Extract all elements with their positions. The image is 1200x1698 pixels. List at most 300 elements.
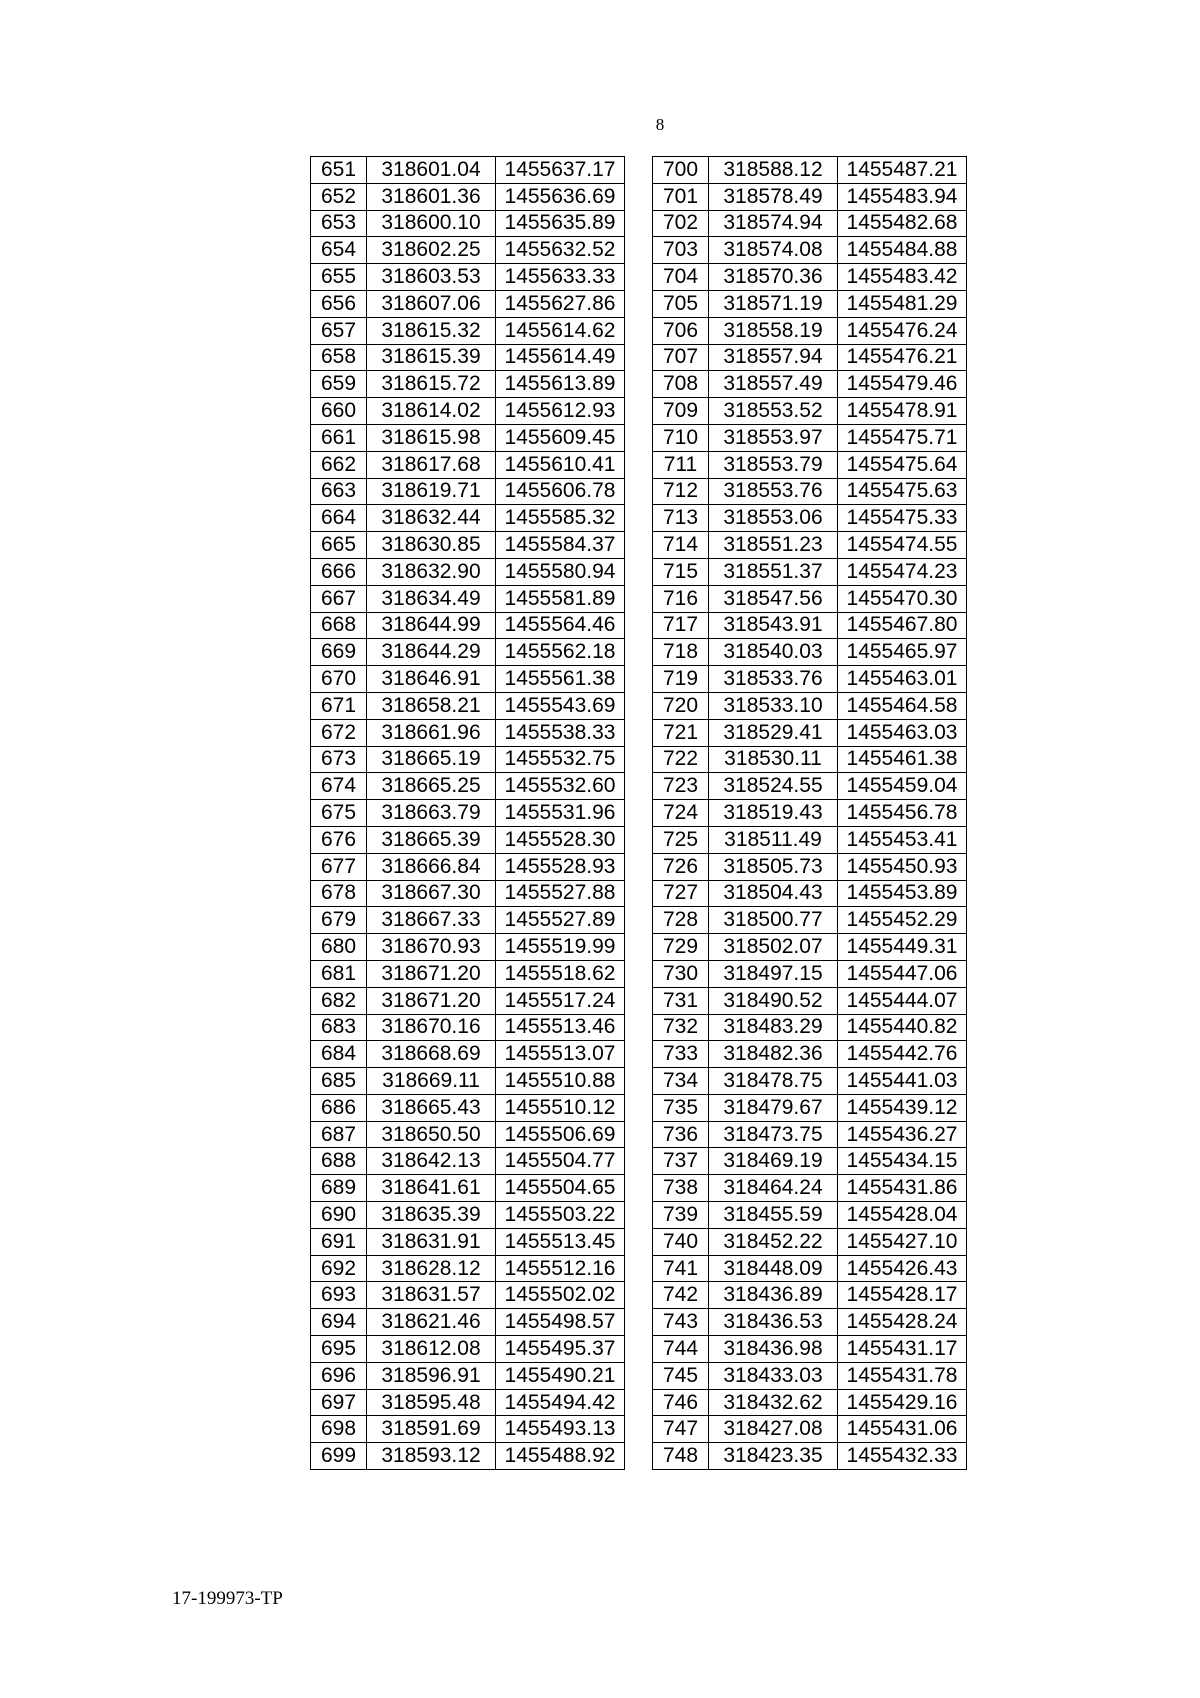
y-coordinate-cell: 1455531.96	[496, 800, 625, 827]
table-row	[653, 1202, 967, 1229]
table-row	[311, 1416, 625, 1443]
y-coordinate-cell: 1455532.75	[496, 746, 625, 773]
y-coordinate-cell: 1455475.63	[838, 478, 967, 505]
x-coordinate-cell: 318615.72	[367, 371, 496, 398]
y-coordinate-cell: 1455503.22	[496, 1202, 625, 1229]
point-number-cell: 736	[653, 1121, 709, 1148]
x-coordinate-cell: 318615.39	[367, 344, 496, 371]
x-coordinate-cell: 318452.22	[709, 1228, 838, 1255]
point-number-cell: 684	[311, 1041, 367, 1068]
point-number-cell: 733	[653, 1041, 709, 1068]
point-number-cell: 668	[311, 612, 367, 639]
table-row	[653, 1255, 967, 1282]
point-number-cell: 699	[311, 1443, 367, 1470]
y-coordinate-cell: 1455562.18	[496, 639, 625, 666]
point-number-cell: 705	[653, 290, 709, 317]
x-coordinate-cell: 318642.13	[367, 1148, 496, 1175]
y-coordinate-cell: 1455581.89	[496, 585, 625, 612]
table-row	[653, 505, 967, 532]
y-coordinate-cell: 1455561.38	[496, 666, 625, 693]
point-number-cell: 734	[653, 1068, 709, 1095]
point-number-cell: 735	[653, 1094, 709, 1121]
y-coordinate-cell: 1455428.24	[838, 1309, 967, 1336]
x-coordinate-cell: 318603.53	[367, 264, 496, 291]
x-coordinate-cell: 318658.21	[367, 692, 496, 719]
table-row	[311, 1362, 625, 1389]
table-row	[653, 424, 967, 451]
x-coordinate-cell: 318630.85	[367, 532, 496, 559]
table-row	[311, 826, 625, 853]
x-coordinate-cell: 318591.69	[367, 1416, 496, 1443]
x-coordinate-cell: 318571.19	[709, 290, 838, 317]
x-coordinate-cell: 318670.93	[367, 934, 496, 961]
point-number-cell: 666	[311, 558, 367, 585]
table-row	[311, 1148, 625, 1175]
coordinate-table-right-body	[653, 157, 967, 1470]
point-number-cell: 729	[653, 934, 709, 961]
table-row	[653, 1443, 967, 1470]
y-coordinate-cell: 1455431.17	[838, 1336, 967, 1363]
x-coordinate-cell: 318543.91	[709, 612, 838, 639]
point-number-cell: 703	[653, 237, 709, 264]
point-number-cell: 738	[653, 1175, 709, 1202]
table-row	[311, 666, 625, 693]
y-coordinate-cell: 1455487.21	[838, 157, 967, 184]
x-coordinate-cell: 318497.15	[709, 960, 838, 987]
y-coordinate-cell: 1455633.33	[496, 264, 625, 291]
table-row	[311, 639, 625, 666]
table-row	[653, 1148, 967, 1175]
table-row	[311, 1014, 625, 1041]
table-row	[311, 746, 625, 773]
table-row	[653, 237, 967, 264]
x-coordinate-cell: 318519.43	[709, 800, 838, 827]
point-number-cell: 678	[311, 880, 367, 907]
table-row	[311, 1443, 625, 1470]
x-coordinate-cell: 318551.37	[709, 558, 838, 585]
y-coordinate-cell: 1455463.03	[838, 719, 967, 746]
table-row	[653, 532, 967, 559]
y-coordinate-cell: 1455453.89	[838, 880, 967, 907]
table-row	[653, 585, 967, 612]
point-number-cell: 720	[653, 692, 709, 719]
y-coordinate-cell: 1455528.93	[496, 853, 625, 880]
table-row	[311, 1202, 625, 1229]
y-coordinate-cell: 1455609.45	[496, 424, 625, 451]
point-number-cell: 725	[653, 826, 709, 853]
y-coordinate-cell: 1455518.62	[496, 960, 625, 987]
x-coordinate-cell: 318646.91	[367, 666, 496, 693]
x-coordinate-cell: 318632.90	[367, 558, 496, 585]
table-row	[311, 1068, 625, 1095]
y-coordinate-cell: 1455470.30	[838, 585, 967, 612]
y-coordinate-cell: 1455510.88	[496, 1068, 625, 1095]
y-coordinate-cell: 1455517.24	[496, 987, 625, 1014]
x-coordinate-cell: 318615.98	[367, 424, 496, 451]
page-number: 8	[655, 115, 665, 134]
y-coordinate-cell: 1455447.06	[838, 960, 967, 987]
x-coordinate-cell: 318427.08	[709, 1416, 838, 1443]
point-number-cell: 670	[311, 666, 367, 693]
point-number-cell: 743	[653, 1309, 709, 1336]
y-coordinate-cell: 1455474.23	[838, 558, 967, 585]
point-number-cell: 740	[653, 1228, 709, 1255]
table-row	[311, 800, 625, 827]
table-row	[653, 1282, 967, 1309]
table-row	[653, 558, 967, 585]
point-number-cell: 711	[653, 451, 709, 478]
x-coordinate-cell: 318433.03	[709, 1362, 838, 1389]
x-coordinate-cell: 318634.49	[367, 585, 496, 612]
table-row	[311, 853, 625, 880]
table-row	[653, 639, 967, 666]
x-coordinate-cell: 318607.06	[367, 290, 496, 317]
coordinate-table-left	[310, 156, 625, 1470]
x-coordinate-cell: 318464.24	[709, 1175, 838, 1202]
y-coordinate-cell: 1455528.30	[496, 826, 625, 853]
point-number-cell: 746	[653, 1389, 709, 1416]
point-number-cell: 693	[311, 1282, 367, 1309]
x-coordinate-cell: 318621.46	[367, 1309, 496, 1336]
y-coordinate-cell: 1455512.16	[496, 1255, 625, 1282]
y-coordinate-cell: 1455484.88	[838, 237, 967, 264]
point-number-cell: 712	[653, 478, 709, 505]
y-coordinate-cell: 1455436.27	[838, 1121, 967, 1148]
x-coordinate-cell: 318553.97	[709, 424, 838, 451]
x-coordinate-cell: 318667.33	[367, 907, 496, 934]
x-coordinate-cell: 318635.39	[367, 1202, 496, 1229]
x-coordinate-cell: 318505.73	[709, 853, 838, 880]
point-number-cell: 697	[311, 1389, 367, 1416]
y-coordinate-cell: 1455612.93	[496, 398, 625, 425]
point-number-cell: 651	[311, 157, 367, 184]
y-coordinate-cell: 1455444.07	[838, 987, 967, 1014]
point-number-cell: 673	[311, 746, 367, 773]
table-row	[653, 264, 967, 291]
x-coordinate-cell: 318553.52	[709, 398, 838, 425]
x-coordinate-cell: 318533.76	[709, 666, 838, 693]
y-coordinate-cell: 1455494.42	[496, 1389, 625, 1416]
y-coordinate-cell: 1455606.78	[496, 478, 625, 505]
y-coordinate-cell: 1455513.46	[496, 1014, 625, 1041]
y-coordinate-cell: 1455474.55	[838, 532, 967, 559]
x-coordinate-cell: 318665.19	[367, 746, 496, 773]
y-coordinate-cell: 1455441.03	[838, 1068, 967, 1095]
point-number-cell: 713	[653, 505, 709, 532]
x-coordinate-cell: 318511.49	[709, 826, 838, 853]
x-coordinate-cell: 318553.76	[709, 478, 838, 505]
point-number-cell: 739	[653, 1202, 709, 1229]
point-number-cell: 685	[311, 1068, 367, 1095]
x-coordinate-cell: 318632.44	[367, 505, 496, 532]
table-row	[653, 317, 967, 344]
table-row	[311, 1309, 625, 1336]
table-row	[653, 1309, 967, 1336]
y-coordinate-cell: 1455635.89	[496, 210, 625, 237]
y-coordinate-cell: 1455427.10	[838, 1228, 967, 1255]
x-coordinate-cell: 318500.77	[709, 907, 838, 934]
point-number-cell: 715	[653, 558, 709, 585]
table-row	[311, 398, 625, 425]
point-number-cell: 700	[653, 157, 709, 184]
point-number-cell: 680	[311, 934, 367, 961]
point-number-cell: 672	[311, 719, 367, 746]
y-coordinate-cell: 1455459.04	[838, 773, 967, 800]
table-row	[653, 1389, 967, 1416]
table-row	[653, 826, 967, 853]
point-number-cell: 710	[653, 424, 709, 451]
x-coordinate-cell: 318668.69	[367, 1041, 496, 1068]
x-coordinate-cell: 318671.20	[367, 960, 496, 987]
y-coordinate-cell: 1455498.57	[496, 1309, 625, 1336]
x-coordinate-cell: 318504.43	[709, 880, 838, 907]
table-row	[653, 907, 967, 934]
x-coordinate-cell: 318553.06	[709, 505, 838, 532]
table-row	[653, 960, 967, 987]
x-coordinate-cell: 318644.99	[367, 612, 496, 639]
point-number-cell: 656	[311, 290, 367, 317]
x-coordinate-cell: 318557.49	[709, 371, 838, 398]
x-coordinate-cell: 318650.50	[367, 1121, 496, 1148]
y-coordinate-cell: 1455510.12	[496, 1094, 625, 1121]
table-row	[311, 585, 625, 612]
y-coordinate-cell: 1455627.86	[496, 290, 625, 317]
point-number-cell: 692	[311, 1255, 367, 1282]
table-row	[311, 505, 625, 532]
y-coordinate-cell: 1455479.46	[838, 371, 967, 398]
y-coordinate-cell: 1455513.45	[496, 1228, 625, 1255]
y-coordinate-cell: 1455449.31	[838, 934, 967, 961]
x-coordinate-cell: 318529.41	[709, 719, 838, 746]
y-coordinate-cell: 1455434.15	[838, 1148, 967, 1175]
x-coordinate-cell: 318547.56	[709, 585, 838, 612]
y-coordinate-cell: 1455614.49	[496, 344, 625, 371]
y-coordinate-cell: 1455483.42	[838, 264, 967, 291]
point-number-cell: 667	[311, 585, 367, 612]
y-coordinate-cell: 1455465.97	[838, 639, 967, 666]
x-coordinate-cell: 318614.02	[367, 398, 496, 425]
table-row	[311, 692, 625, 719]
y-coordinate-cell: 1455538.33	[496, 719, 625, 746]
table-row	[653, 666, 967, 693]
point-number-cell: 717	[653, 612, 709, 639]
point-number-cell: 661	[311, 424, 367, 451]
table-row	[653, 853, 967, 880]
point-number-cell: 723	[653, 773, 709, 800]
point-number-cell: 731	[653, 987, 709, 1014]
x-coordinate-cell: 318533.10	[709, 692, 838, 719]
table-row	[653, 773, 967, 800]
y-coordinate-cell: 1455467.80	[838, 612, 967, 639]
x-coordinate-cell: 318595.48	[367, 1389, 496, 1416]
y-coordinate-cell: 1455613.89	[496, 371, 625, 398]
x-coordinate-cell: 318557.94	[709, 344, 838, 371]
table-row	[311, 183, 625, 210]
point-number-cell: 695	[311, 1336, 367, 1363]
table-row	[311, 532, 625, 559]
point-number-cell: 701	[653, 183, 709, 210]
table-row	[653, 451, 967, 478]
x-coordinate-cell: 318551.23	[709, 532, 838, 559]
y-coordinate-cell: 1455476.24	[838, 317, 967, 344]
y-coordinate-cell: 1455482.68	[838, 210, 967, 237]
point-number-cell: 698	[311, 1416, 367, 1443]
point-number-cell: 696	[311, 1362, 367, 1389]
table-row	[311, 157, 625, 184]
x-coordinate-cell: 318432.62	[709, 1389, 838, 1416]
table-row	[653, 371, 967, 398]
table-row	[653, 612, 967, 639]
point-number-cell: 658	[311, 344, 367, 371]
point-number-cell: 706	[653, 317, 709, 344]
point-number-cell: 690	[311, 1202, 367, 1229]
point-number-cell: 671	[311, 692, 367, 719]
table-row	[653, 478, 967, 505]
y-coordinate-cell: 1455493.13	[496, 1416, 625, 1443]
x-coordinate-cell: 318666.84	[367, 853, 496, 880]
point-number-cell: 732	[653, 1014, 709, 1041]
x-coordinate-cell: 318423.35	[709, 1443, 838, 1470]
point-number-cell: 676	[311, 826, 367, 853]
y-coordinate-cell: 1455461.38	[838, 746, 967, 773]
y-coordinate-cell: 1455456.78	[838, 800, 967, 827]
x-coordinate-cell: 318530.11	[709, 746, 838, 773]
point-number-cell: 722	[653, 746, 709, 773]
point-number-cell: 726	[653, 853, 709, 880]
table-row	[653, 1336, 967, 1363]
table-row	[653, 1094, 967, 1121]
table-row	[311, 1228, 625, 1255]
y-coordinate-cell: 1455504.77	[496, 1148, 625, 1175]
x-coordinate-cell: 318478.75	[709, 1068, 838, 1095]
y-coordinate-cell: 1455464.58	[838, 692, 967, 719]
y-coordinate-cell: 1455483.94	[838, 183, 967, 210]
table-row	[311, 1389, 625, 1416]
y-coordinate-cell: 1455453.41	[838, 826, 967, 853]
y-coordinate-cell: 1455513.07	[496, 1041, 625, 1068]
table-row	[653, 344, 967, 371]
y-coordinate-cell: 1455519.99	[496, 934, 625, 961]
y-coordinate-cell: 1455488.92	[496, 1443, 625, 1470]
x-coordinate-cell: 318436.89	[709, 1282, 838, 1309]
y-coordinate-cell: 1455564.46	[496, 612, 625, 639]
table-row	[311, 1041, 625, 1068]
point-number-cell: 719	[653, 666, 709, 693]
point-number-cell: 748	[653, 1443, 709, 1470]
point-number-cell: 682	[311, 987, 367, 1014]
point-number-cell: 679	[311, 907, 367, 934]
x-coordinate-cell: 318615.32	[367, 317, 496, 344]
table-row	[311, 264, 625, 291]
x-coordinate-cell: 318669.11	[367, 1068, 496, 1095]
y-coordinate-cell: 1455440.82	[838, 1014, 967, 1041]
x-coordinate-cell: 318601.04	[367, 157, 496, 184]
table-row	[653, 1416, 967, 1443]
table-row	[311, 210, 625, 237]
y-coordinate-cell: 1455543.69	[496, 692, 625, 719]
table-row	[311, 773, 625, 800]
y-coordinate-cell: 1455476.21	[838, 344, 967, 371]
x-coordinate-cell: 318553.79	[709, 451, 838, 478]
x-coordinate-cell: 318665.43	[367, 1094, 496, 1121]
point-number-cell: 683	[311, 1014, 367, 1041]
y-coordinate-cell: 1455475.71	[838, 424, 967, 451]
x-coordinate-cell: 318670.16	[367, 1014, 496, 1041]
y-coordinate-cell: 1455636.69	[496, 183, 625, 210]
point-number-cell: 742	[653, 1282, 709, 1309]
table-row	[653, 183, 967, 210]
y-coordinate-cell: 1455637.17	[496, 157, 625, 184]
point-number-cell: 741	[653, 1255, 709, 1282]
y-coordinate-cell: 1455490.21	[496, 1362, 625, 1389]
y-coordinate-cell: 1455426.43	[838, 1255, 967, 1282]
x-coordinate-cell: 318631.91	[367, 1228, 496, 1255]
x-coordinate-cell: 318663.79	[367, 800, 496, 827]
table-row	[311, 558, 625, 585]
x-coordinate-cell: 318661.96	[367, 719, 496, 746]
x-coordinate-cell: 318540.03	[709, 639, 838, 666]
point-number-cell: 687	[311, 1121, 367, 1148]
x-coordinate-cell: 318524.55	[709, 773, 838, 800]
y-coordinate-cell: 1455584.37	[496, 532, 625, 559]
table-row	[311, 371, 625, 398]
x-coordinate-cell: 318667.30	[367, 880, 496, 907]
table-row	[311, 1336, 625, 1363]
y-coordinate-cell: 1455439.12	[838, 1094, 967, 1121]
table-row	[311, 1121, 625, 1148]
x-coordinate-cell: 318482.36	[709, 1041, 838, 1068]
x-coordinate-cell: 318665.39	[367, 826, 496, 853]
point-number-cell: 654	[311, 237, 367, 264]
x-coordinate-cell: 318483.29	[709, 1014, 838, 1041]
y-coordinate-cell: 1455478.91	[838, 398, 967, 425]
x-coordinate-cell: 318641.61	[367, 1175, 496, 1202]
x-coordinate-cell: 318593.12	[367, 1443, 496, 1470]
x-coordinate-cell: 318455.59	[709, 1202, 838, 1229]
table-row	[311, 1282, 625, 1309]
x-coordinate-cell: 318436.53	[709, 1309, 838, 1336]
table-row	[311, 344, 625, 371]
x-coordinate-cell: 318612.08	[367, 1336, 496, 1363]
table-row	[311, 1255, 625, 1282]
point-number-cell: 689	[311, 1175, 367, 1202]
point-number-cell: 663	[311, 478, 367, 505]
x-coordinate-cell: 318558.19	[709, 317, 838, 344]
point-number-cell: 730	[653, 960, 709, 987]
y-coordinate-cell: 1455527.88	[496, 880, 625, 907]
y-coordinate-cell: 1455431.86	[838, 1175, 967, 1202]
table-row	[311, 719, 625, 746]
table-row	[653, 1175, 967, 1202]
x-coordinate-cell: 318479.67	[709, 1094, 838, 1121]
table-row	[311, 424, 625, 451]
point-number-cell: 669	[311, 639, 367, 666]
table-row	[311, 317, 625, 344]
y-coordinate-cell: 1455495.37	[496, 1336, 625, 1363]
point-number-cell: 677	[311, 853, 367, 880]
point-number-cell: 714	[653, 532, 709, 559]
table-row	[653, 1121, 967, 1148]
point-number-cell: 694	[311, 1309, 367, 1336]
y-coordinate-cell: 1455463.01	[838, 666, 967, 693]
table-row	[653, 692, 967, 719]
y-coordinate-cell: 1455610.41	[496, 451, 625, 478]
y-coordinate-cell: 1455432.33	[838, 1443, 967, 1470]
table-row	[311, 290, 625, 317]
point-number-cell: 727	[653, 880, 709, 907]
y-coordinate-cell: 1455428.04	[838, 1202, 967, 1229]
point-number-cell: 674	[311, 773, 367, 800]
